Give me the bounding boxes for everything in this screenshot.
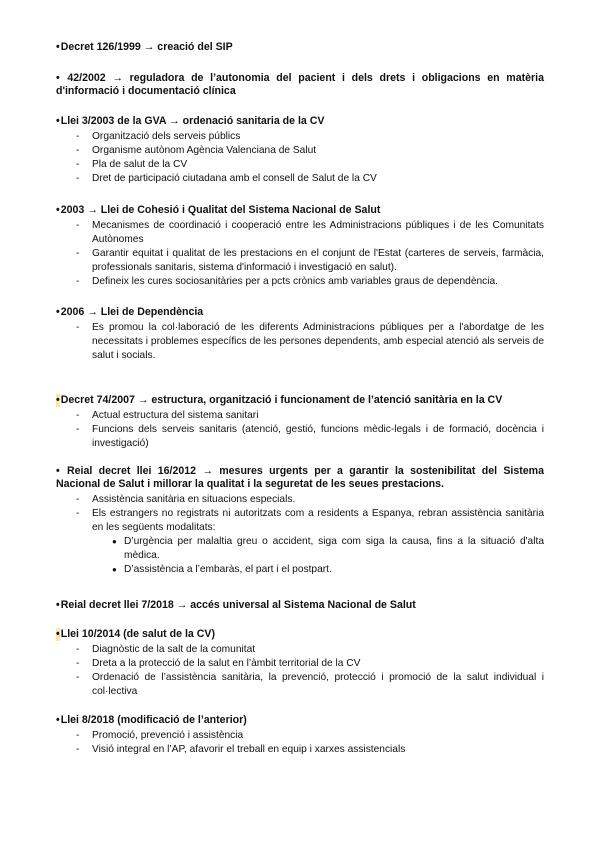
list-item: - Mecanismes de coordinació i cooperació entre les Administracions públiques i de les Comunitats Autònomes bbox=[76, 220, 544, 245]
list-item: - Organització dels serveis públics bbox=[76, 131, 241, 142]
list-item: - Promoció, prevenció i assistència bbox=[76, 730, 244, 741]
item-list bbox=[56, 493, 544, 535]
section-title: Reial decret llei 16/2012 → mesures urgents per a garantir la sostenibilitat del Sistema Nacional de Salut i millorar la qualitat i la seguretat de les seues prestacions. bbox=[56, 465, 544, 490]
section-decret-126-1999 bbox=[56, 41, 544, 54]
section-42-2002 bbox=[56, 72, 544, 98]
list-item: - Organisme autònom Agència Valenciana de Salut bbox=[76, 145, 317, 156]
bullet-marker: • bbox=[56, 204, 60, 216]
section-title: Llei 8/2018 (modificació de l’anterior) bbox=[60, 714, 247, 726]
section-title: Llei 3/2003 de la GVA → ordenació sanitaria de la CV bbox=[60, 115, 325, 127]
list-item: - Dreta a la protecció de la salut en l’àmbit territorial de la CV bbox=[76, 658, 361, 669]
section-title: Decret 74/2007 → estructura, organització i funcionament de l’atenció sanitària en la CV bbox=[60, 394, 503, 406]
section-llei-3-2003 bbox=[56, 115, 544, 186]
item-list bbox=[56, 729, 544, 757]
section-2003-cohesio bbox=[56, 204, 544, 289]
section-reial-decret-16-2012 bbox=[56, 465, 544, 577]
item-list bbox=[56, 643, 544, 699]
section-2006-dependencia bbox=[56, 306, 544, 363]
list-item: - Funcions dels serveis sanitaris (atenció, gestió, funcions mèdic-legals i de formació, docència i investigació) bbox=[76, 424, 544, 449]
section-title: Llei 10/2014 (de salut de la CV) bbox=[60, 628, 215, 640]
list-item: - Assistència sanitària en situacions especials. bbox=[76, 494, 296, 505]
sub-list-item: ● D’urgència per malaltia greu o accident, siga com siga la causa, fins a la situació d'alta mèdica. bbox=[112, 536, 544, 561]
bullet-marker: • bbox=[56, 465, 60, 477]
section-title: 2006 → Llei de Dependència bbox=[60, 306, 204, 318]
list-item: - Defineix les cures sociosanitàries per a pcts crònics amb variables graus de dependència. bbox=[76, 276, 499, 287]
list-item: - Ordenació de l’assistència sanitària, la prevenció, protecció i promoció de la salut individual i col·lectiva bbox=[76, 672, 544, 697]
bullet-marker: • bbox=[56, 41, 60, 53]
list-item: - Diagnòstic de la salt de la comunitat bbox=[76, 644, 256, 655]
list-item: - Es promou la col·laboració de les diferents Administracions públiques per a l'abordatge de les necessitats i problemes específics de les persones dependents, amb especial atenció als serveis de salut i socials. bbox=[76, 322, 544, 361]
bullet-marker: • bbox=[56, 599, 60, 611]
section-title: Decret 126/1999 → creació del SIP bbox=[60, 41, 233, 53]
bullet-marker: • bbox=[56, 628, 60, 640]
bullet-marker: • bbox=[56, 306, 60, 318]
sub-item-list bbox=[56, 535, 544, 577]
bullet-marker: • bbox=[56, 72, 60, 84]
item-list bbox=[56, 321, 544, 363]
section-title: Reial decret llei 7/2018 → accés universal al Sistema Nacional de Salut bbox=[60, 599, 416, 611]
list-item: - Garantir equitat i qualitat de les prestacions en el conjunt de l'Estat (carteres de serveis, farmàcia, professionals sanitaris, sistema d'informació i investigació en salut). bbox=[76, 248, 544, 273]
list-item: - Pla de salut de la CV bbox=[76, 159, 188, 170]
section-title: 2003 → Llei de Cohesió i Qualitat del Sistema Nacional de Salut bbox=[60, 204, 381, 216]
list-item: - Dret de participació ciutadana amb el consell de Salut de la CV bbox=[76, 173, 377, 184]
item-list bbox=[56, 409, 544, 451]
bullet-marker: • bbox=[56, 115, 60, 127]
section-llei-8-2018 bbox=[56, 714, 544, 757]
item-list bbox=[56, 130, 544, 186]
section-reial-decret-7-2018 bbox=[56, 599, 544, 612]
bullet-marker: • bbox=[56, 714, 60, 726]
list-item: - Actual estructura del sistema sanitari bbox=[76, 410, 259, 421]
section-title: 42/2002 → reguladora de l’autonomia del pacient i dels drets i obligacions en matèria d'informació i documentació clínica bbox=[56, 72, 544, 97]
section-decret-74-2007 bbox=[56, 394, 544, 451]
list-item: - Visió integral en l’AP, afavorir el treball en equip i xarxes assistencials bbox=[76, 744, 406, 755]
list-item: - Els estrangers no registrats ni autoritzats com a residents a Espanya, rebran assistència sanitària en les següents modalitats: bbox=[76, 508, 544, 533]
section-llei-10-2014 bbox=[56, 628, 544, 699]
sub-list-item: ● D’assistència a l’embaràs, el part i el postpart. bbox=[112, 564, 332, 575]
bullet-marker: • bbox=[56, 394, 60, 406]
item-list bbox=[56, 219, 544, 289]
